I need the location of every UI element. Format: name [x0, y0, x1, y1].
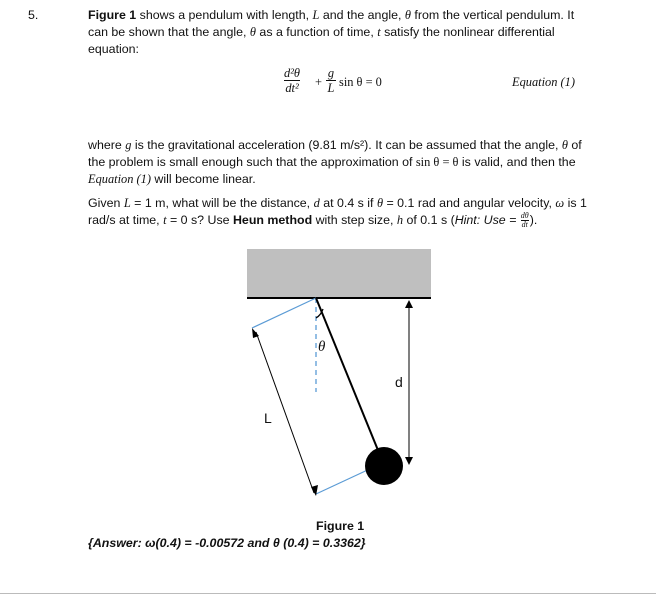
plus-sign: +: [315, 75, 322, 89]
intro-text-4: as a function of time,: [255, 25, 378, 39]
figure-caption: Figure 1: [316, 519, 365, 533]
fraction-denominator: dt²: [285, 81, 299, 95]
equation-reference: Equation (1): [88, 172, 151, 186]
p3-text-3: at 0.4 s if: [319, 196, 377, 210]
theta-label: θ: [318, 339, 326, 355]
bottom-perpendicular-guide: [316, 467, 374, 494]
answer-text: {Answer: ω(0.4) = -0.00572 and θ (0.4) = 0.3362}: [88, 536, 366, 550]
method-name: Heun method: [232, 213, 313, 227]
intro-text-2: and the angle,: [319, 8, 405, 22]
top-perpendicular-guide: [252, 298, 316, 328]
fraction-L: L: [327, 81, 335, 95]
hint-numerator: dθ: [520, 211, 529, 221]
symbol-t-2: t: [163, 213, 167, 227]
symbol-theta: θ: [404, 8, 411, 22]
length-label: L: [264, 410, 272, 426]
p2-text-3: of the problem is small enough such that the approximation of: [88, 138, 582, 169]
fraction-g: g: [327, 66, 335, 80]
hint-denominator: dt: [521, 220, 528, 230]
symbol-omega: ω: [555, 196, 565, 210]
symbol-g: g: [125, 138, 132, 152]
symbol-theta-2: θ: [249, 25, 256, 39]
symbol-L: L: [312, 8, 320, 22]
page-bottom-rule: [0, 593, 656, 594]
figure-reference: Figure 1: [88, 8, 137, 22]
ceiling-block: [247, 249, 431, 298]
intro-text-5: satisfy the nonlinear differential equation:: [88, 25, 555, 56]
equation-label: Equation (1): [512, 75, 575, 89]
question-number: 5.: [28, 8, 39, 22]
symbol-theta-3: θ: [561, 138, 568, 152]
symbol-h: h: [396, 213, 404, 227]
distance-label: d: [395, 374, 403, 390]
p2-text-1: where: [88, 138, 126, 152]
p3-text-5: is 1 rad/s at time,: [88, 196, 587, 227]
p3-text-9: ).: [529, 213, 538, 227]
p3-text-6: = 0 s? Use: [166, 213, 233, 227]
distance-arrow-bottom: [405, 457, 413, 465]
equation-rest: sin θ = 0: [339, 75, 382, 89]
p3-text-4: = 0.1 rad and angular velocity,: [383, 196, 556, 210]
p3-text-8: of 0.1 s (: [403, 213, 455, 227]
symbol-theta-4: θ: [376, 196, 384, 210]
intro-text-3: from the vertical pendulum. It can be shown that the angle,: [88, 8, 575, 39]
p2-text-2: is the gravitational acceleration (9.81 m/s²). It can be assumed that the angle,: [131, 138, 562, 152]
hint-text: Hint: Use =: [454, 213, 520, 227]
p3-text-2: = 1 m, what will be the distance,: [130, 196, 314, 210]
p3-text-7: with step size,: [312, 213, 397, 227]
p3-text-1: Given: [88, 196, 124, 210]
intro-text-1: shows a pendulum with length,: [136, 8, 313, 22]
symbol-t: t: [377, 25, 381, 39]
small-angle-approx: sin θ = θ: [415, 155, 459, 169]
pendulum-rod: [316, 298, 384, 465]
fraction-numerator: d²θ: [284, 66, 300, 80]
symbol-d: d: [313, 196, 320, 210]
distance-arrow-top: [405, 300, 413, 308]
symbol-L-2: L: [123, 196, 131, 210]
p2-text-4: is valid, and then the: [458, 155, 576, 169]
p2-text-5: will become linear.: [150, 172, 256, 186]
pendulum-bob: [365, 447, 403, 485]
